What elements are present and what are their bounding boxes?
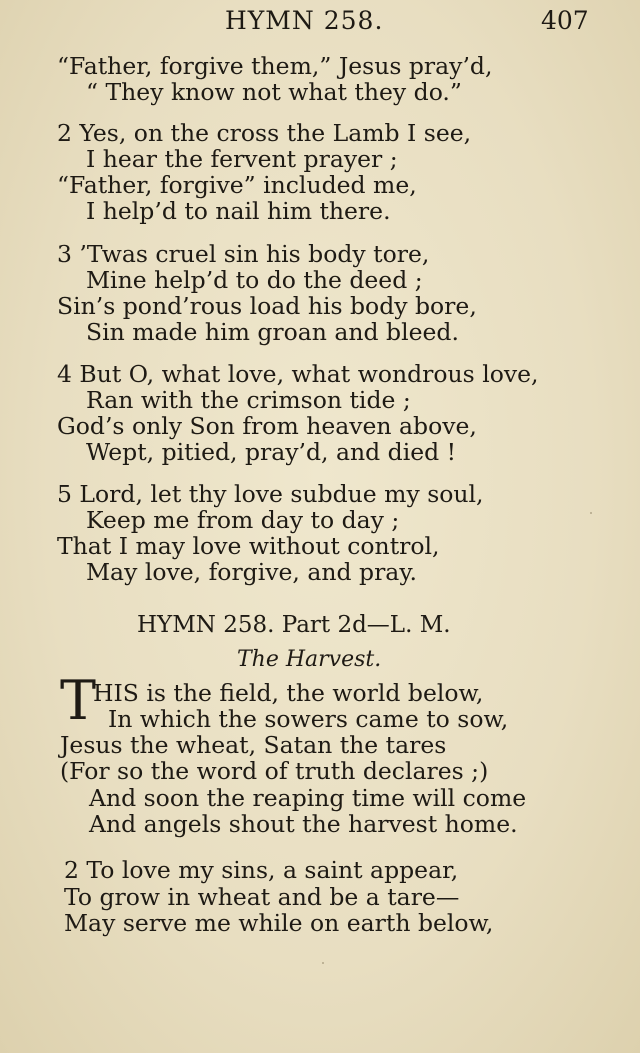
verse-line: I help’d to nail him there. [86,197,391,225]
page-number: 407 [541,6,589,35]
running-title: HYMN 258. [225,6,384,35]
verse-line: 2 To love my sins, a saint appear, [64,856,459,884]
verse-line: Sin’s pond’rous load his body bore, [57,292,477,320]
verse-line: 2 Yes, on the cross the Lamb I see, [57,119,472,147]
verse-line: Mine help’d to do the deed ; [86,266,423,294]
verse-line: “ They know not what they do.” [86,78,462,106]
verse-line: Ran with the crimson tide ; [86,386,411,414]
verse-line: May love, forgive, and pray. [86,558,417,586]
verse-line: May serve me while on earth below, [64,909,494,937]
drop-cap: T [60,669,97,732]
verse-line: Wept, pitied, pray’d, and died ! [86,438,457,466]
verse-line: In which the sowers came to sow, [108,705,509,733]
verse-line: I hear the fervent prayer ; [86,145,398,173]
verse-line: And angels shout the harvest home. [89,810,518,838]
verse-line: That I may love without control, [57,532,440,560]
verse-line: 4 But O, what love, what wondrous love, [57,360,539,388]
verse-line: 3 ’Twas cruel sin his body tore, [57,240,430,268]
verse-line: “Father, forgive” included me, [57,171,417,199]
verse-line: Sin made him groan and bleed. [86,318,459,346]
verse-line: Jesus the wheat, Satan the tares [60,731,447,759]
verse-line: “Father, forgive them,” Jesus pray’d, [57,52,493,80]
paper-speck [322,962,324,964]
verse-line: To grow in wheat and be a tare— [64,883,460,911]
verse-line: HIS is the field, the world below, [93,679,484,707]
paper-speck [590,512,592,514]
running-head [0,6,640,38]
verse-line: Keep me from day to day ; [86,506,400,534]
verse-line: (For so the word of truth declares ;) [60,757,489,785]
hymn-subtitle: The Harvest. [237,647,382,672]
verse-line: 5 Lord, let thy love subdue my soul, [57,480,484,508]
verse-line: God’s only Son from heaven above, [57,412,477,440]
hymn-heading: HYMN 258. Part 2d—L. M. [137,612,451,638]
verse-line: And soon the reaping time will come [89,784,527,812]
